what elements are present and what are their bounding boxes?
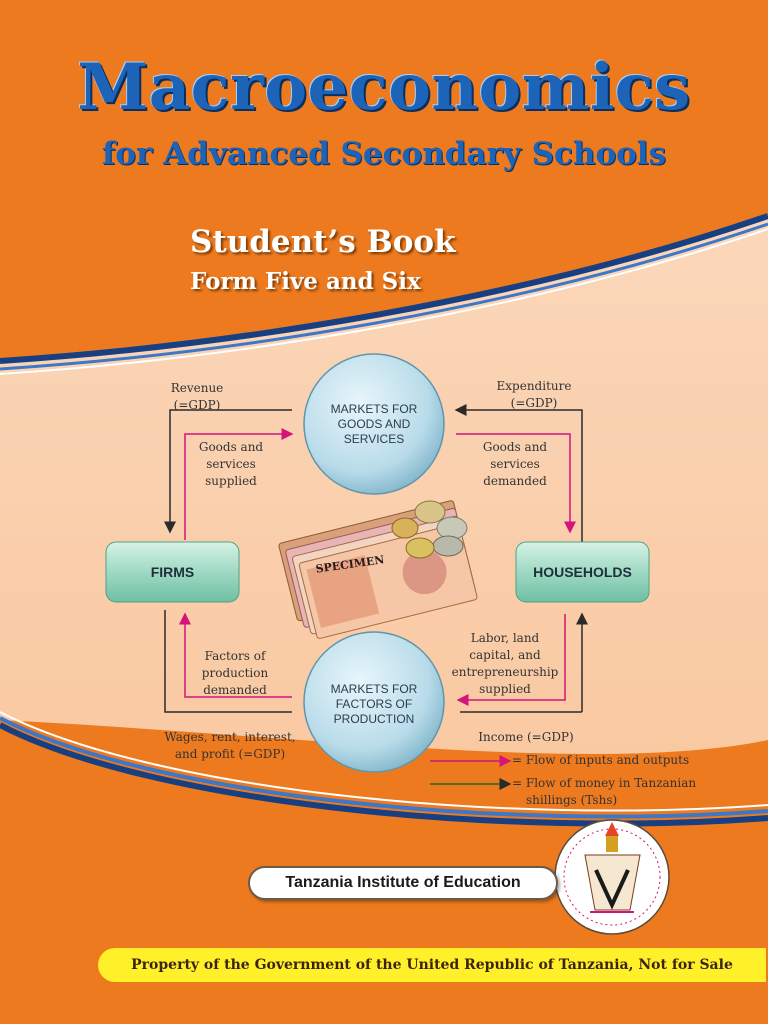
legend-money-line-2: shillings (Tshs): [526, 793, 618, 807]
factor-market-label: [314, 682, 434, 727]
goods-market-line-3: SERVICES: [343, 432, 405, 446]
goods-demanded-line-1: Goods and: [482, 440, 548, 454]
income-label: Income (=GDP): [478, 730, 574, 744]
goods-supplied-line-1: Goods and: [198, 440, 264, 454]
factors-supplied-line-3: entrepreneurship: [451, 665, 559, 679]
households-label: HOUSEHOLDS: [533, 564, 632, 580]
publisher-label: Tanzania Institute of Education: [248, 866, 558, 900]
book-type: Student’s Book: [190, 224, 456, 260]
factors-supplied-line-2: capital, and: [469, 648, 541, 662]
factors-demanded-line-3: demanded: [203, 683, 267, 697]
expenditure-line-1: Expenditure: [496, 379, 572, 393]
factors-supplied-label: [440, 630, 570, 698]
expenditure-line-2: (=GDP): [510, 396, 558, 410]
revenue-label: [152, 380, 242, 414]
book-subtitle: for Advanced Secondary Schools: [101, 136, 667, 172]
tie-emblem: [555, 820, 669, 934]
factors-supplied-line-4: supplied: [479, 682, 531, 696]
wages-label: [150, 729, 310, 763]
legend-money-line-1: = Flow of money in Tanzanian: [512, 776, 697, 790]
wages-line-2: and profit (=GDP): [174, 747, 286, 761]
goods-supplied-label: [186, 439, 276, 490]
revenue-line-2: (=GDP): [173, 398, 221, 412]
goods-supplied-line-2: services: [206, 457, 256, 471]
legend-money: [512, 775, 752, 809]
goods-demanded-label: [470, 439, 560, 490]
factors-supplied-line-1: Labor, land: [470, 631, 540, 645]
legend-inputs-outputs: = Flow of inputs and outputs: [512, 753, 690, 767]
goods-supplied-line-3: supplied: [205, 474, 257, 488]
revenue-line-1: Revenue: [170, 381, 224, 395]
book-level: Form Five and Six: [190, 268, 421, 295]
goods-demanded-line-2: services: [490, 457, 540, 471]
wages-line-1: Wages, rent, interest,: [164, 730, 296, 744]
book-title: Macroeconomics: [77, 50, 691, 125]
banknote-overprint: SPECIMEN: [314, 553, 386, 576]
goods-market-line-2: GOODS AND: [337, 417, 411, 431]
factor-market-line-2: FACTORS OF: [335, 697, 413, 711]
factor-market-line-1: MARKETS FOR: [330, 682, 418, 696]
factors-demanded-line-2: production: [201, 666, 269, 680]
factors-demanded-label: [188, 648, 282, 699]
expenditure-label: [484, 378, 584, 412]
goods-market-label: [314, 402, 434, 447]
firms-label: FIRMS: [150, 564, 195, 580]
goods-demanded-line-3: demanded: [483, 474, 547, 488]
factors-demanded-line-1: Factors of: [204, 649, 266, 663]
factor-market-line-3: PRODUCTION: [333, 712, 415, 726]
footer-notice: Property of the Government of the United Republic of Tanzania, Not for Sale: [98, 948, 766, 982]
goods-market-line-1: MARKETS FOR: [330, 402, 418, 416]
